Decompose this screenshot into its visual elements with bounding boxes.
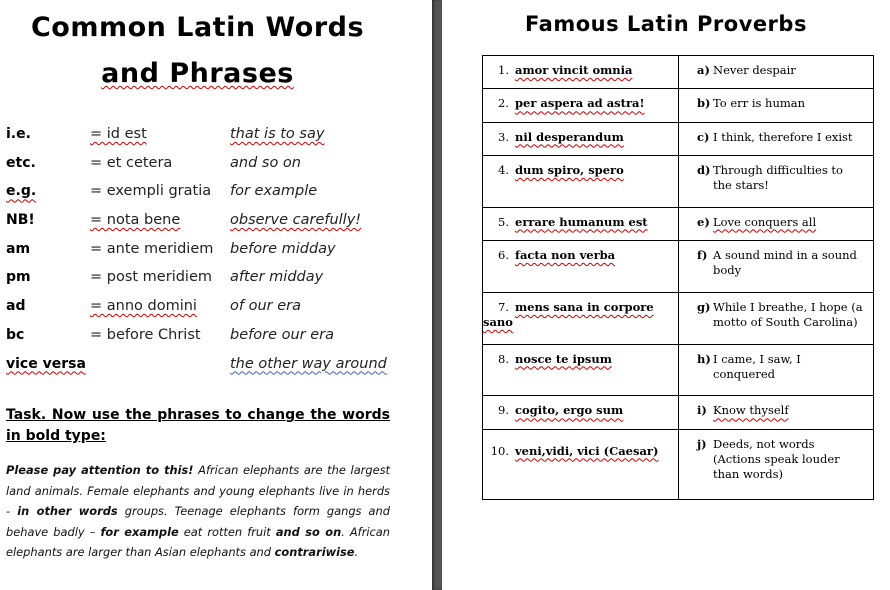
abbreviation: vice versa xyxy=(6,355,86,372)
latin-proverb: nosce te ipsum xyxy=(515,351,612,366)
row-number: 1. xyxy=(498,63,509,77)
answer-letter: b) xyxy=(697,96,711,111)
english-meaning: and so on xyxy=(230,154,301,171)
latin-expansion: = exempli gratia xyxy=(90,183,212,200)
latin-expansion: = id est xyxy=(90,126,147,142)
abbreviation-row xyxy=(6,354,406,383)
english-meaning: the other way around xyxy=(230,355,387,372)
latin-proverb: mens sana in corpore sano xyxy=(483,299,654,329)
answer-letter: j) xyxy=(697,436,707,451)
right-page xyxy=(442,0,890,590)
para-bold: for example xyxy=(100,524,179,539)
abbreviation-row xyxy=(6,210,406,239)
latin-proverb: per aspera ad astra! xyxy=(515,96,645,111)
row-number: 4. xyxy=(498,162,509,177)
english-meaning: of our era xyxy=(230,298,301,315)
table-row xyxy=(483,155,874,207)
left-title-line-1: Common Latin Words xyxy=(30,12,365,43)
abbreviation: e.g. xyxy=(6,183,37,200)
row-number: 2. xyxy=(498,96,509,111)
para-text: eat rotten fruit xyxy=(178,524,276,539)
latin-expansion: = anno domini xyxy=(90,298,197,315)
answer-text: Love conquers all xyxy=(713,214,817,229)
para-bold: and so on xyxy=(275,524,342,539)
table-row xyxy=(483,207,874,240)
latin-expansion: = ante meridiem xyxy=(90,240,214,257)
table-row xyxy=(483,396,874,429)
abbreviation-row xyxy=(6,296,406,325)
abbreviation: bc xyxy=(6,326,25,343)
answer-text: To err is human xyxy=(713,96,806,111)
answer-letter: d) xyxy=(697,162,711,177)
exercise-paragraph xyxy=(6,460,390,563)
abbreviation-row xyxy=(6,124,406,153)
latin-expansion: = nota bene xyxy=(90,212,181,229)
latin-proverb: veni,vidi, vici (Caesar) xyxy=(515,443,659,458)
latin-expansion: = before Christ xyxy=(90,326,201,343)
abbreviation-row xyxy=(6,267,406,296)
abbreviation-row xyxy=(6,239,406,268)
table-row xyxy=(483,292,874,344)
abbreviation: am xyxy=(6,240,31,257)
answer-letter: c) xyxy=(697,129,710,144)
latin-expansion: = post meridiem xyxy=(90,269,212,286)
latin-proverb: errare humanum est xyxy=(515,214,648,229)
table-row xyxy=(483,89,874,122)
answer-text: I think, therefore I exist xyxy=(713,129,853,144)
abbreviation: i.e. xyxy=(6,126,31,142)
task-instruction: Task. Now use the phrases to change the words in bold type: xyxy=(6,407,390,444)
english-meaning: for example xyxy=(230,183,318,200)
table-row xyxy=(483,429,874,499)
latin-proverb: cogito, ergo sum xyxy=(515,403,624,418)
answer-text: Never despair xyxy=(713,63,796,77)
answer-letter: i) xyxy=(697,403,707,418)
row-number: 9. xyxy=(498,403,509,418)
para-bold: contrariwise xyxy=(274,545,355,560)
abbreviation: ad xyxy=(6,298,26,315)
latin-proverb: dum spiro, spero xyxy=(515,162,624,177)
latin-proverb: amor vincit omnia xyxy=(515,63,633,77)
row-number: 5. xyxy=(498,214,509,229)
answer-text: A sound mind in a sound body xyxy=(713,247,857,277)
row-number: 3. xyxy=(498,129,509,144)
latin-proverb: nil desperandum xyxy=(515,129,624,144)
answer-letter: e) xyxy=(697,214,710,229)
para-bold: Please pay attention to this! xyxy=(6,463,194,477)
latin-expansion: = et cetera xyxy=(90,154,173,171)
answer-text: Deeds, not words (Actions speak louder than words) xyxy=(713,436,840,481)
latin-proverb: facta non verba xyxy=(515,247,616,262)
para-bold: in other words xyxy=(17,504,118,519)
row-number: 8. xyxy=(498,351,509,366)
answer-letter: a) xyxy=(697,63,710,77)
table-row xyxy=(483,122,874,155)
row-number: 10. xyxy=(490,443,509,458)
english-meaning: before our era xyxy=(230,326,334,343)
answer-text: Through difficulties to the stars! xyxy=(713,162,843,192)
left-title-line-2-text: and Phrases xyxy=(101,58,294,89)
abbreviation-list xyxy=(6,124,406,382)
answer-letter: f) xyxy=(697,247,708,262)
table-row xyxy=(483,56,874,89)
para-text: African elephants are the largest land animals. Female elephants and young elephants live in herds - xyxy=(6,463,390,519)
right-title: Famous Latin Proverbs xyxy=(525,12,807,36)
page-divider xyxy=(432,0,442,590)
answer-text: While I breathe, I hope (a motto of South Carolina) xyxy=(713,299,863,329)
abbreviation-row xyxy=(6,181,406,210)
answer-text: Know thyself xyxy=(713,403,789,418)
english-meaning: before midday xyxy=(230,240,336,257)
answer-letter: h) xyxy=(697,351,711,366)
left-page xyxy=(0,0,432,590)
abbreviation: pm xyxy=(6,269,31,286)
answer-letter: g) xyxy=(697,299,711,314)
answer-text: I came, I saw, I conquered xyxy=(713,351,801,381)
row-number: 6. xyxy=(498,247,509,262)
table-row xyxy=(483,344,874,396)
english-meaning: observe carefully! xyxy=(230,212,362,229)
abbreviation-row xyxy=(6,153,406,182)
para-text: . xyxy=(354,545,359,560)
para-text: . African elephants are larger than Asian elephants and xyxy=(6,524,390,560)
row-number: 7. xyxy=(498,299,509,314)
english-meaning: after midday xyxy=(230,269,324,286)
proverbs-table xyxy=(482,55,874,500)
abbreviation: NB! xyxy=(6,212,35,229)
abbreviation-row xyxy=(6,325,406,354)
english-meaning: that is to say xyxy=(230,126,325,142)
para-text: groups. Teenage elephants form gangs and behave badly – xyxy=(6,504,390,539)
left-title-line-2 xyxy=(0,58,395,89)
abbreviation: etc. xyxy=(6,154,36,171)
table-row xyxy=(483,240,874,292)
